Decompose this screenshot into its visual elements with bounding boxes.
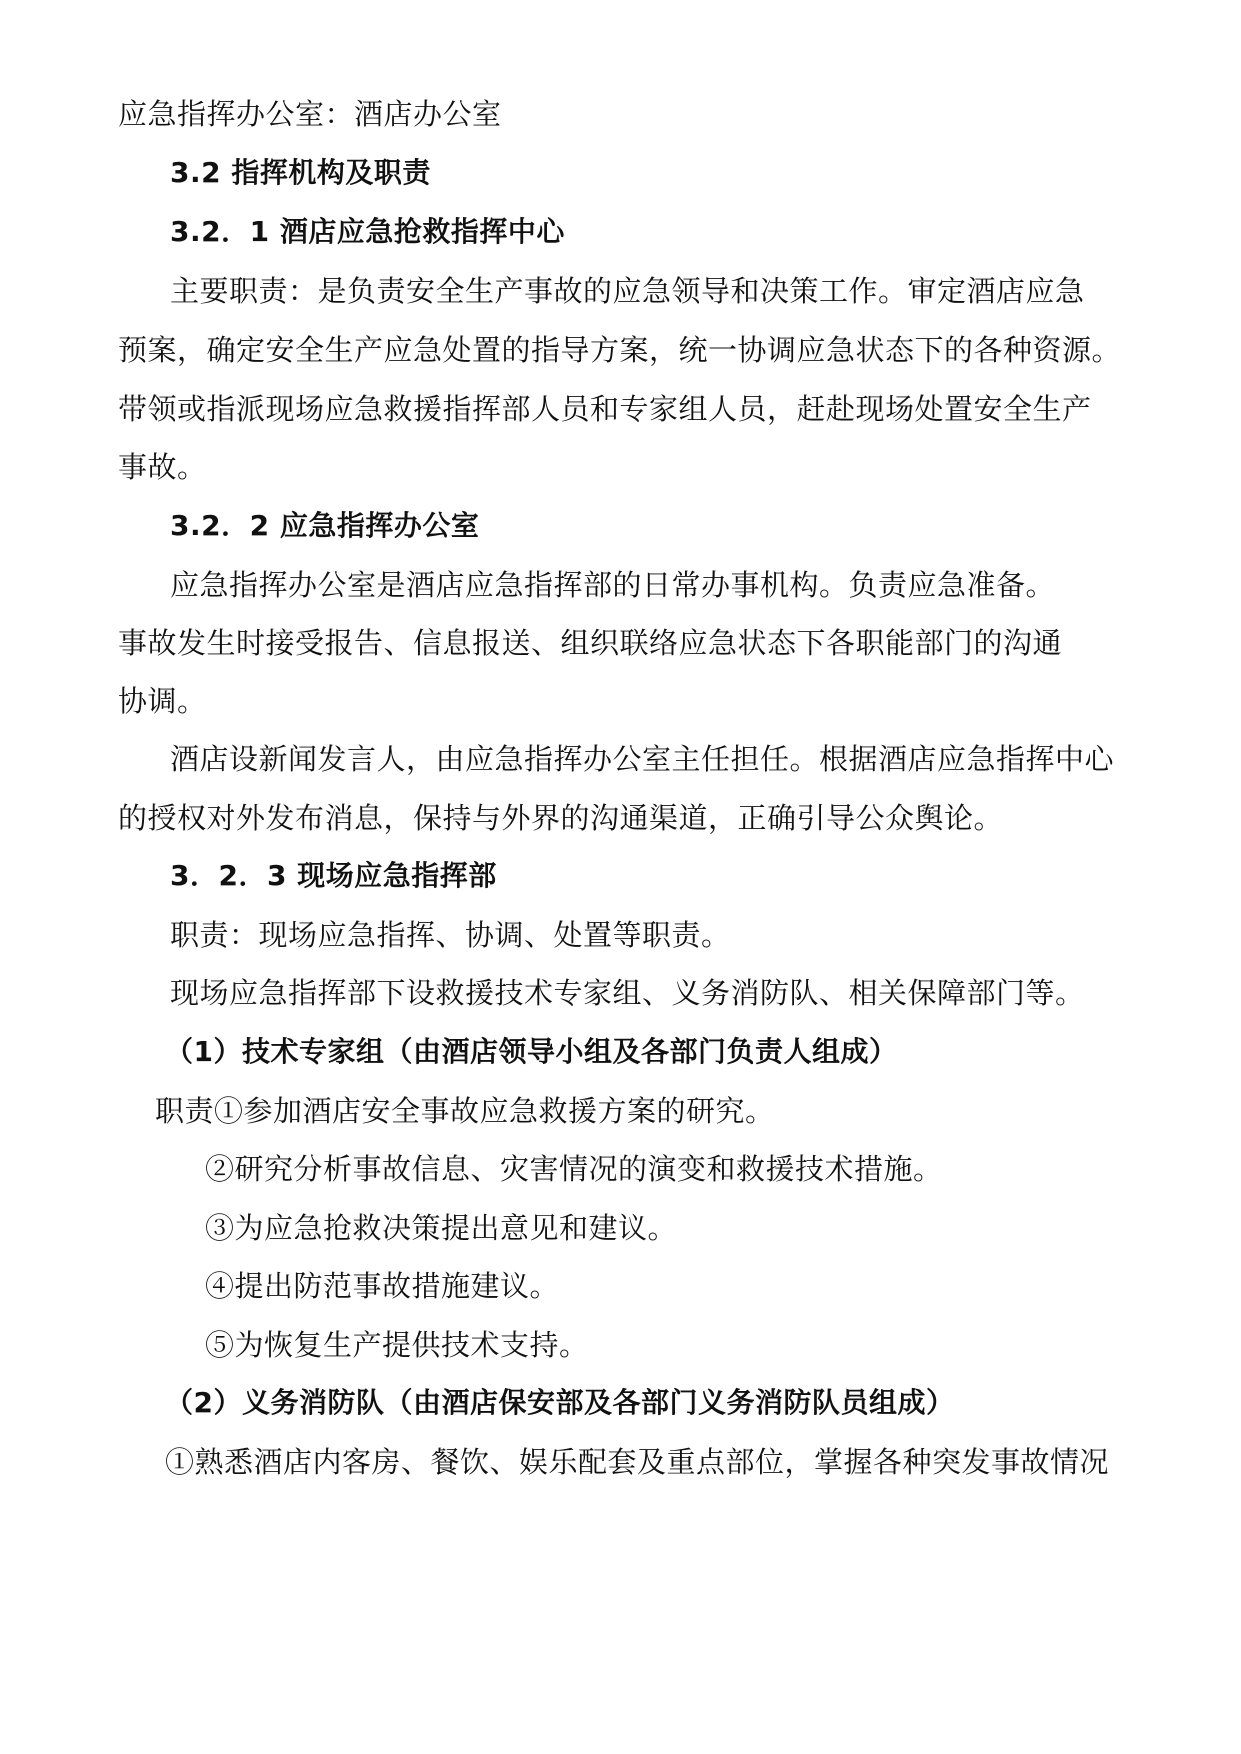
paragraph-line: 酒店设新闻发言人，由应急指挥办公室主任担任。根据酒店应急指挥中心 xyxy=(170,742,1115,776)
paragraph-line: 职责：现场应急指挥、协调、处置等职责。 xyxy=(170,918,731,952)
list-item: ⑤为恢复生产提供技术支持。 xyxy=(205,1328,589,1362)
office-assignment-line: 应急指挥办公室：酒店办公室 xyxy=(118,97,502,131)
list-item: ②研究分析事故信息、灾害情况的演变和救援技术措施。 xyxy=(205,1152,943,1186)
paragraph-line: 事故发生时接受报告、信息报送、组织联络应急状态下各职能部门的沟通 xyxy=(118,626,1063,660)
subsection-heading-1: （1）技术专家组（由酒店领导小组及各部门负责人组成） xyxy=(165,1035,898,1068)
section-heading-3-2-1: 3.2．1 酒店应急抢救指挥中心 xyxy=(170,215,565,248)
list-item: ①熟悉酒店内客房、餐饮、娱乐配套及重点部位，掌握各种突发事故情况 xyxy=(165,1445,1110,1479)
paragraph-line: 的授权对外发布消息，保持与外界的沟通渠道，正确引导公众舆论。 xyxy=(118,801,1004,835)
paragraph-line: 协调。 xyxy=(118,684,207,718)
paragraph-line: 预案，确定安全生产应急处置的指导方案，统一协调应急状态下的各种资源。 xyxy=(118,333,1122,367)
section-heading-3-2: 3.2 指挥机构及职责 xyxy=(170,156,431,189)
list-item: 职责①参加酒店安全事故应急救援方案的研究。 xyxy=(155,1094,775,1128)
paragraph-line: 应急指挥办公室是酒店应急指挥部的日常办事机构。负责应急准备。 xyxy=(170,568,1056,602)
paragraph-line: 主要职责：是负责安全生产事故的应急领导和决策工作。审定酒店应急 xyxy=(170,274,1085,308)
section-heading-3-2-3: 3．2．3 现场应急指挥部 xyxy=(170,859,497,892)
list-item: ④提出防范事故措施建议。 xyxy=(205,1269,560,1303)
section-heading-3-2-2: 3.2．2 应急指挥办公室 xyxy=(170,509,480,542)
subsection-heading-2: （2）义务消防队（由酒店保安部及各部门义务消防队员组成） xyxy=(165,1386,955,1419)
paragraph-line: 带领或指派现场应急救援指挥部人员和专家组人员，赶赴现场处置安全生产 xyxy=(118,392,1092,426)
list-item: ③为应急抢救决策提出意见和建议。 xyxy=(205,1211,678,1245)
paragraph-line: 现场应急指挥部下设救援技术专家组、义务消防队、相关保障部门等。 xyxy=(170,976,1085,1010)
paragraph-line: 事故。 xyxy=(118,450,207,484)
